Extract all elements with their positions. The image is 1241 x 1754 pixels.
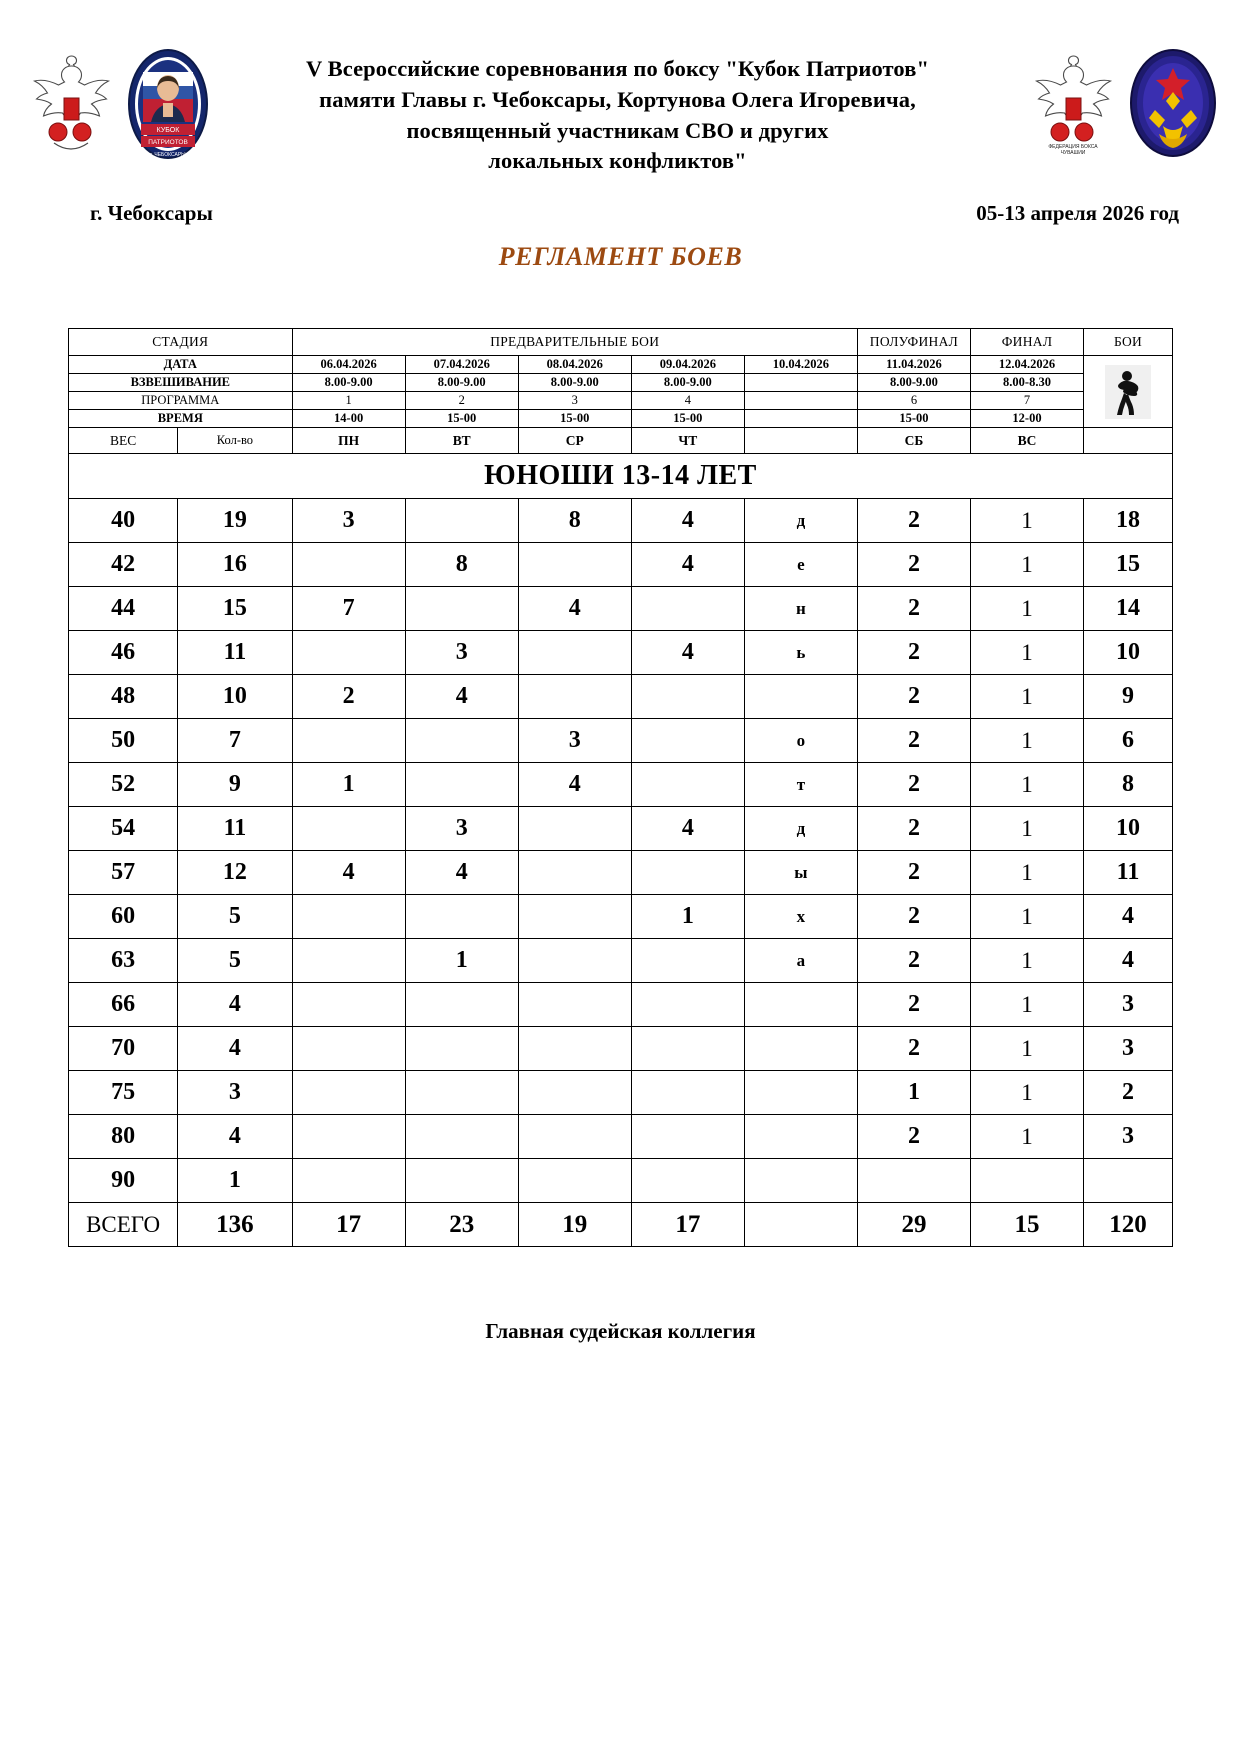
cell-d1 <box>292 719 405 763</box>
document-header <box>0 0 1241 177</box>
cell-d3 <box>518 983 631 1027</box>
date-day-2: 07.04.2026 <box>405 356 518 374</box>
label-time: ВРЕМЯ <box>69 410 293 428</box>
cell-d2 <box>405 895 518 939</box>
cell-count: 4 <box>178 1115 292 1159</box>
weigh-day-4: 8.00-9.00 <box>631 374 744 392</box>
cell-d4: 4 <box>631 807 744 851</box>
table-row <box>69 1159 1173 1203</box>
cell-final: 1 <box>970 851 1083 895</box>
cell-semi: 2 <box>857 851 970 895</box>
cell-final: 1 <box>970 1027 1083 1071</box>
table-row-time <box>69 410 1173 428</box>
cell-semi: 2 <box>857 719 970 763</box>
cell-bouts <box>1084 1159 1173 1203</box>
table-row-weigh-in <box>69 374 1173 392</box>
cell-count: 11 <box>178 631 292 675</box>
cell-final: 1 <box>970 675 1083 719</box>
cell-count: 4 <box>178 983 292 1027</box>
cell-count: 12 <box>178 851 292 895</box>
cell-d4 <box>631 983 744 1027</box>
weekday-bouts-blank <box>1084 428 1173 454</box>
cell-semi: 2 <box>857 587 970 631</box>
cell-d4 <box>631 763 744 807</box>
cell-d2 <box>405 1115 518 1159</box>
table-row <box>69 895 1173 939</box>
cell-weight: 80 <box>69 1115 178 1159</box>
svg-text:г. ЧЕБОКСАРЫ: г. ЧЕБОКСАРЫ <box>150 152 186 158</box>
table-row <box>69 499 1173 543</box>
table-row <box>69 1071 1173 1115</box>
cell-bouts: 15 <box>1084 543 1173 587</box>
cell-d1 <box>292 543 405 587</box>
cell-bouts: 4 <box>1084 895 1173 939</box>
cell-d3 <box>518 631 631 675</box>
cell-d3 <box>518 939 631 983</box>
cell-semi: 2 <box>857 1115 970 1159</box>
cell-semi: 2 <box>857 939 970 983</box>
cell-d5: д <box>744 499 857 543</box>
time-day-2: 15-00 <box>405 410 518 428</box>
cell-count: 19 <box>178 499 292 543</box>
cell-count: 10 <box>178 675 292 719</box>
cell-d1: 3 <box>292 499 405 543</box>
cell-weight: 66 <box>69 983 178 1027</box>
cell-d5: е <box>744 543 857 587</box>
cell-semi: 2 <box>857 807 970 851</box>
date-day-4: 09.04.2026 <box>631 356 744 374</box>
cell-d5: ь <box>744 631 857 675</box>
cell-d2 <box>405 763 518 807</box>
cell-semi: 2 <box>857 543 970 587</box>
cell-d1 <box>292 939 405 983</box>
cell-count: 5 <box>178 939 292 983</box>
table-row <box>69 587 1173 631</box>
cell-count: 16 <box>178 543 292 587</box>
date-day-7: 12.04.2026 <box>970 356 1083 374</box>
cell-count: 1 <box>178 1159 292 1203</box>
cell-d5 <box>744 1159 857 1203</box>
dates-label: 05-13 апреля 2026 год <box>976 201 1179 226</box>
bouts-pictogram-cell <box>1084 356 1173 428</box>
cell-d2 <box>405 587 518 631</box>
cell-final: 1 <box>970 719 1083 763</box>
cell-d3 <box>518 1071 631 1115</box>
weigh-day-6: 8.00-9.00 <box>857 374 970 392</box>
cell-final: 1 <box>970 763 1083 807</box>
cell-weight: 75 <box>69 1071 178 1115</box>
table-row-weekdays <box>69 428 1173 454</box>
total-final: 15 <box>970 1203 1083 1247</box>
cell-d5 <box>744 983 857 1027</box>
cell-final: 1 <box>970 983 1083 1027</box>
cell-d3: 3 <box>518 719 631 763</box>
cell-d1: 1 <box>292 763 405 807</box>
table-row <box>69 983 1173 1027</box>
cell-d1 <box>292 807 405 851</box>
competition-title <box>209 48 1026 177</box>
cell-d5: а <box>744 939 857 983</box>
title-line-4: локальных конфликтов" <box>488 148 747 174</box>
cell-count: 7 <box>178 719 292 763</box>
weigh-day-7: 8.00-8.30 <box>970 374 1083 392</box>
chuvashia-boxing-federation-emblem-icon <box>1129 48 1217 158</box>
table-row-stage <box>69 329 1173 356</box>
cell-semi: 2 <box>857 631 970 675</box>
cell-final: 1 <box>970 543 1083 587</box>
cell-d3 <box>518 543 631 587</box>
weekday-7: ВС <box>970 428 1083 454</box>
cell-d2: 8 <box>405 543 518 587</box>
cell-d4: 4 <box>631 499 744 543</box>
cell-d2 <box>405 719 518 763</box>
cell-d5: д <box>744 807 857 851</box>
cell-d3: 8 <box>518 499 631 543</box>
cell-final: 1 <box>970 1115 1083 1159</box>
cell-weight: 46 <box>69 631 178 675</box>
cell-bouts: 10 <box>1084 631 1173 675</box>
cell-semi: 2 <box>857 675 970 719</box>
date-day-1: 06.04.2026 <box>292 356 405 374</box>
svg-text:ЧУВАШИИ: ЧУВАШИИ <box>1060 150 1086 156</box>
cell-weight: 70 <box>69 1027 178 1071</box>
header-stage: СТАДИЯ <box>69 329 293 356</box>
total-d3: 19 <box>518 1203 631 1247</box>
category-heading: ЮНОШИ 13-14 ЛЕТ <box>69 454 1173 499</box>
weekday-5 <box>744 428 857 454</box>
bout-schedule-table <box>68 328 1173 1247</box>
cell-d3 <box>518 1027 631 1071</box>
cell-d4 <box>631 587 744 631</box>
cell-final: 1 <box>970 895 1083 939</box>
cell-d1 <box>292 983 405 1027</box>
label-count: Кол-во <box>178 428 292 454</box>
cell-d1: 7 <box>292 587 405 631</box>
label-weight: ВЕС <box>69 428 178 454</box>
program-day-4: 4 <box>631 392 744 410</box>
cell-d2 <box>405 1159 518 1203</box>
cell-d3 <box>518 675 631 719</box>
weekday-6: СБ <box>857 428 970 454</box>
time-day-3: 15-00 <box>518 410 631 428</box>
program-day-3: 3 <box>518 392 631 410</box>
cell-final: 1 <box>970 1071 1083 1115</box>
city-label: г. Чебоксары <box>90 201 213 226</box>
cell-d3 <box>518 895 631 939</box>
cell-bouts: 9 <box>1084 675 1173 719</box>
cell-final: 1 <box>970 807 1083 851</box>
meta-row <box>0 201 1241 226</box>
table-row <box>69 719 1173 763</box>
cell-d3: 4 <box>518 763 631 807</box>
cell-d5 <box>744 1027 857 1071</box>
cell-bouts: 11 <box>1084 851 1173 895</box>
cell-d5: ы <box>744 851 857 895</box>
title-line-3: посвященный участникам СВО и других <box>406 117 829 143</box>
cell-semi: 2 <box>857 499 970 543</box>
cell-d4 <box>631 1027 744 1071</box>
cell-bouts: 3 <box>1084 983 1173 1027</box>
table-row <box>69 851 1173 895</box>
cell-d5: т <box>744 763 857 807</box>
cell-d2: 1 <box>405 939 518 983</box>
label-weigh-in: ВЗВЕШИВАНИЕ <box>69 374 293 392</box>
cell-semi: 2 <box>857 1027 970 1071</box>
cell-final: 1 <box>970 631 1083 675</box>
cell-count: 5 <box>178 895 292 939</box>
cell-d1 <box>292 1071 405 1115</box>
program-day-6: 6 <box>857 392 970 410</box>
label-program: ПРОГРАММА <box>69 392 293 410</box>
table-row-program <box>69 392 1173 410</box>
cell-weight: 44 <box>69 587 178 631</box>
cell-semi: 2 <box>857 983 970 1027</box>
cell-weight: 50 <box>69 719 178 763</box>
cell-count: 9 <box>178 763 292 807</box>
cell-weight: 40 <box>69 499 178 543</box>
cell-d3: 4 <box>518 587 631 631</box>
cell-bouts: 4 <box>1084 939 1173 983</box>
time-day-6: 15-00 <box>857 410 970 428</box>
russian-boxing-federation-emblem-icon <box>24 48 119 158</box>
cell-d2: 3 <box>405 807 518 851</box>
cell-semi: 1 <box>857 1071 970 1115</box>
cell-weight: 60 <box>69 895 178 939</box>
table-row <box>69 543 1173 587</box>
cell-d2 <box>405 1071 518 1115</box>
cell-d2: 4 <box>405 851 518 895</box>
cell-weight: 52 <box>69 763 178 807</box>
cell-d1 <box>292 1159 405 1203</box>
date-day-5: 10.04.2026 <box>744 356 857 374</box>
cell-semi <box>857 1159 970 1203</box>
cell-final: 1 <box>970 499 1083 543</box>
table-row <box>69 1027 1173 1071</box>
cell-bouts: 18 <box>1084 499 1173 543</box>
program-day-2: 2 <box>405 392 518 410</box>
cell-d3 <box>518 1159 631 1203</box>
total-d1: 17 <box>292 1203 405 1247</box>
date-day-3: 08.04.2026 <box>518 356 631 374</box>
cell-d4: 4 <box>631 543 744 587</box>
cell-bouts: 10 <box>1084 807 1173 851</box>
weekday-3: СР <box>518 428 631 454</box>
boxer-pictogram-icon <box>1105 365 1151 419</box>
title-line-2: памяти Главы г. Чебоксары, Кортунова Олега Игоревича, <box>319 86 916 112</box>
table-row <box>69 675 1173 719</box>
weigh-day-1: 8.00-9.00 <box>292 374 405 392</box>
cell-count: 11 <box>178 807 292 851</box>
weigh-day-2: 8.00-9.00 <box>405 374 518 392</box>
weekday-1: ПН <box>292 428 405 454</box>
total-weight: ВСЕГО <box>69 1203 178 1247</box>
total-d4: 17 <box>631 1203 744 1247</box>
cell-d5 <box>744 675 857 719</box>
cell-final: 1 <box>970 587 1083 631</box>
cell-d4: 4 <box>631 631 744 675</box>
time-day-7: 12-00 <box>970 410 1083 428</box>
label-date: ДАТА <box>69 356 293 374</box>
cell-d3 <box>518 851 631 895</box>
cell-weight: 42 <box>69 543 178 587</box>
total-bouts: 120 <box>1084 1203 1173 1247</box>
weekday-4: ЧТ <box>631 428 744 454</box>
cell-weight: 63 <box>69 939 178 983</box>
table-row <box>69 763 1173 807</box>
total-d2: 23 <box>405 1203 518 1247</box>
total-d5 <box>744 1203 857 1247</box>
table-row <box>69 939 1173 983</box>
cell-d5 <box>744 1071 857 1115</box>
cell-count: 3 <box>178 1071 292 1115</box>
right-logo-group <box>1026 48 1217 158</box>
cell-bouts: 3 <box>1084 1027 1173 1071</box>
cell-bouts: 8 <box>1084 763 1173 807</box>
cell-d3 <box>518 807 631 851</box>
svg-text:КУБОК: КУБОК <box>156 127 180 134</box>
footer-note: Главная судейская коллегия <box>485 1319 756 1344</box>
cell-d2 <box>405 1027 518 1071</box>
header-preliminary: ПРЕДВАРИТЕЛЬНЫЕ БОИ <box>292 329 857 356</box>
cell-weight: 90 <box>69 1159 178 1203</box>
table-row-totals <box>69 1203 1173 1247</box>
page-title: РЕГЛАМЕНТ БОЕВ <box>498 242 743 272</box>
table-row <box>69 631 1173 675</box>
cell-d4 <box>631 1159 744 1203</box>
cell-d4 <box>631 719 744 763</box>
header-semifinal: ПОЛУФИНАЛ <box>857 329 970 356</box>
cell-d2: 4 <box>405 675 518 719</box>
cell-d5: х <box>744 895 857 939</box>
header-bouts: БОИ <box>1084 329 1173 356</box>
cell-weight: 54 <box>69 807 178 851</box>
cell-d4 <box>631 1071 744 1115</box>
weigh-day-5 <box>744 374 857 392</box>
cell-d5 <box>744 1115 857 1159</box>
cell-d1 <box>292 1115 405 1159</box>
program-day-5 <box>744 392 857 410</box>
cell-final: 1 <box>970 939 1083 983</box>
cell-d1 <box>292 1027 405 1071</box>
cell-weight: 48 <box>69 675 178 719</box>
date-day-6: 11.04.2026 <box>857 356 970 374</box>
table-row <box>69 1115 1173 1159</box>
time-day-1: 14-00 <box>292 410 405 428</box>
cell-d2: 3 <box>405 631 518 675</box>
svg-text:ПАТРИОТОВ: ПАТРИОТОВ <box>148 139 188 146</box>
russian-boxing-federation-emblem-icon-right <box>1026 48 1121 158</box>
cell-weight: 57 <box>69 851 178 895</box>
cell-d1 <box>292 895 405 939</box>
cell-d4 <box>631 851 744 895</box>
cell-d5: н <box>744 587 857 631</box>
left-logo-group <box>24 48 209 160</box>
total-count: 136 <box>178 1203 292 1247</box>
cell-d2 <box>405 499 518 543</box>
cell-d4 <box>631 939 744 983</box>
cell-count: 15 <box>178 587 292 631</box>
cell-bouts: 14 <box>1084 587 1173 631</box>
schedule-table-wrap <box>0 328 1241 1247</box>
title-line-1: V Всероссийские соревнования по боксу "Кубок Патриотов" <box>305 56 930 81</box>
cell-d4 <box>631 675 744 719</box>
cell-d4 <box>631 1115 744 1159</box>
cell-d1: 2 <box>292 675 405 719</box>
header-final: ФИНАЛ <box>970 329 1083 356</box>
cell-d1: 4 <box>292 851 405 895</box>
weigh-day-3: 8.00-9.00 <box>518 374 631 392</box>
weekday-2: ВТ <box>405 428 518 454</box>
cell-d3 <box>518 1115 631 1159</box>
total-semi: 29 <box>857 1203 970 1247</box>
time-day-4: 15-00 <box>631 410 744 428</box>
table-row-category <box>69 454 1173 499</box>
svg-text:ФЕДЕРАЦИЯ БОКСА: ФЕДЕРАЦИЯ БОКСА <box>1048 144 1098 150</box>
cell-semi: 2 <box>857 763 970 807</box>
cell-bouts: 2 <box>1084 1071 1173 1115</box>
cell-bouts: 6 <box>1084 719 1173 763</box>
cell-final <box>970 1159 1083 1203</box>
cell-count: 4 <box>178 1027 292 1071</box>
table-row <box>69 807 1173 851</box>
table-row-date <box>69 356 1173 374</box>
cell-d2 <box>405 983 518 1027</box>
cell-semi: 2 <box>857 895 970 939</box>
cell-d1 <box>292 631 405 675</box>
cell-d4: 1 <box>631 895 744 939</box>
program-day-7: 7 <box>970 392 1083 410</box>
program-day-1: 1 <box>292 392 405 410</box>
time-day-5 <box>744 410 857 428</box>
cell-d5: о <box>744 719 857 763</box>
cell-bouts: 3 <box>1084 1115 1173 1159</box>
kubok-patriotov-emblem-icon <box>127 48 209 160</box>
